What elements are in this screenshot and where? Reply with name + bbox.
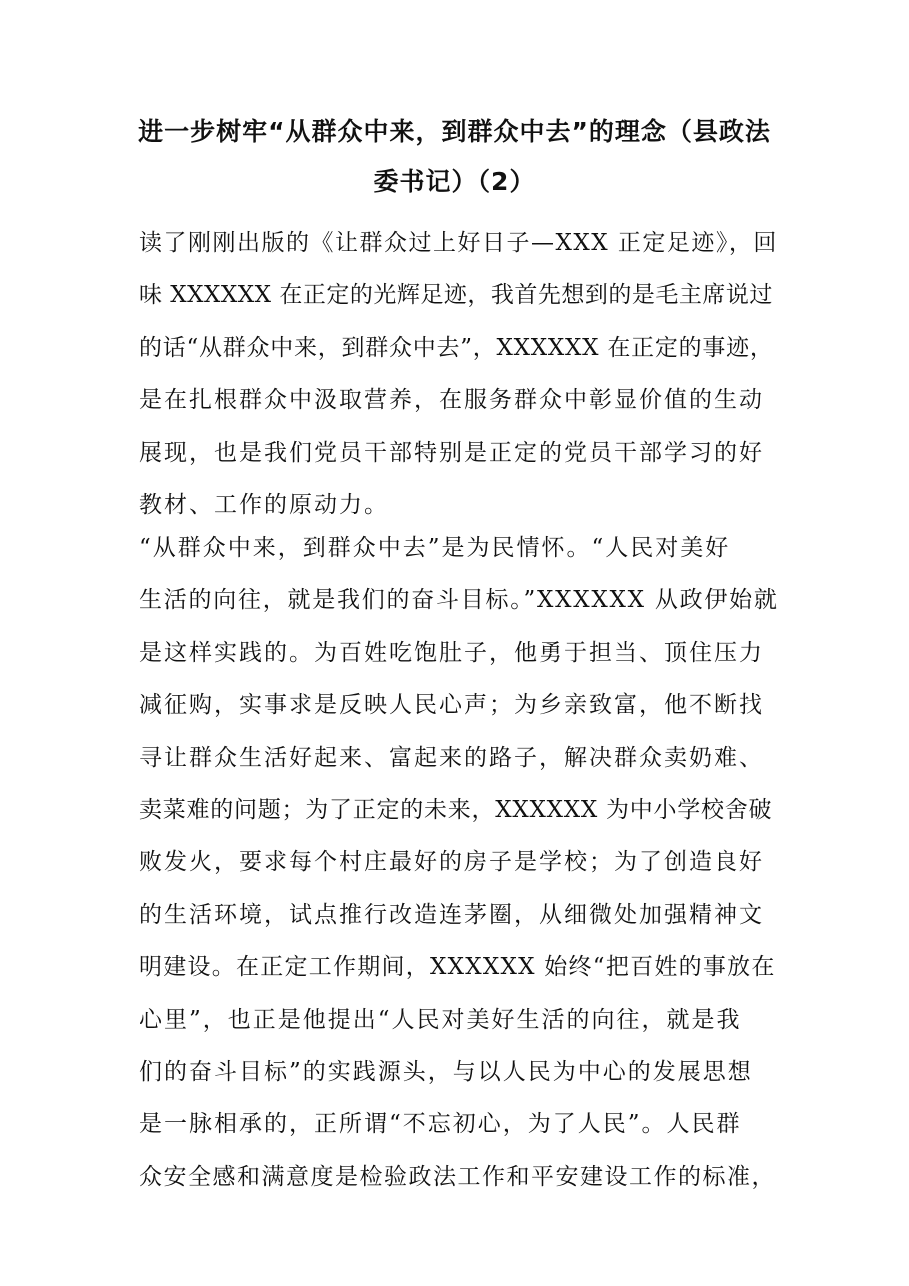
paragraph-1 — [139, 217, 779, 531]
paragraph-line: 是在扎根群众中汲取营养，在服务群众中彰显价值的生动 — [139, 387, 764, 414]
document-title-line-1: 进一步树牢“从群众中来，到群众中去”的理念（县政法 — [138, 117, 771, 146]
document-title-line-2: 委书记）（2） — [373, 167, 536, 196]
paragraph-line: 的话“从群众中来，到群众中去”，XXXXXX 在正定的事迹， — [139, 334, 774, 361]
paragraph-line: 们的奋斗目标”的实践源头，与以人民为中心的发展思想 — [139, 1059, 753, 1086]
paragraph-line: 教材、工作的原动力。 — [139, 492, 389, 519]
paragraph-line: 味 XXXXXX 在正定的光辉足迹，我首先想到的是毛主席说过 — [139, 282, 773, 309]
paragraph-line: 众安全感和满意度是检验政法工作和平安建设工作的标准， — [139, 1163, 776, 1190]
paragraph-line: 展现，也是我们党员干部特别是正定的党员干部学习的好 — [139, 439, 764, 466]
paragraph-line: 生活的向往，就是我们的奋斗目标。”XXXXXX 从政伊始就 — [139, 587, 779, 614]
paragraph-line: 寻让群众生活好起来、富起来的路子，解决群众卖奶难、 — [139, 744, 764, 771]
paragraph-line: “从群众中来，到群众中去”是为民情怀。“人民对美好 — [139, 535, 731, 561]
paragraph-2 — [139, 522, 779, 1203]
paragraph-line: 败发火，要求每个村庄最好的房子是学校；为了创造良好 — [139, 849, 764, 876]
paragraph-line: 的生活环境，试点推行改造连茅圈，从细微处加强精神文 — [139, 901, 764, 928]
paragraph-line: 明建设。在正定工作期间，XXXXXX 始终“把百姓的事放在 — [139, 954, 776, 981]
paragraph-line: 心里”，也正是他提出“人民对美好生活的向往，就是我 — [139, 1006, 742, 1033]
paragraph-line: 卖菜难的问题；为了正定的未来，XXXXXX 为中小学校舍破 — [139, 797, 773, 824]
paragraph-line: 是一脉相承的，正所谓“不忘初心，为了人民”。人民群 — [139, 1111, 742, 1138]
paragraph-line: 是这样实践的。为百姓吃饱肚子，他勇于担当、顶住压力 — [139, 639, 764, 666]
paragraph-line: 读了刚刚出版的《让群众过上好日子—XXX 正定足迹》，回 — [139, 230, 778, 256]
paragraph-line: 减征购，实事求是反映人民心声；为乡亲致富，他不断找 — [139, 692, 764, 719]
